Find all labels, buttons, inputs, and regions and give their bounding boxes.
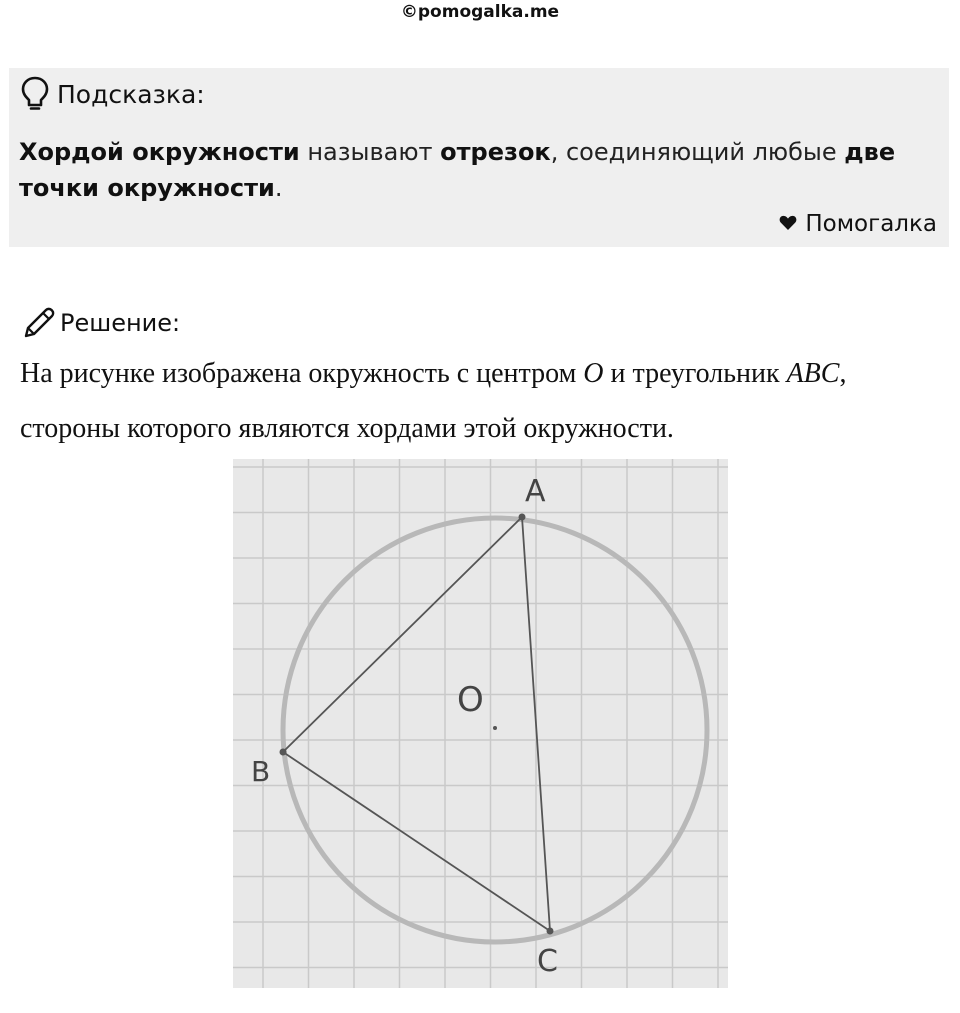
math-triangle-abc: ABC	[786, 358, 840, 389]
point-c	[547, 928, 554, 935]
paper-background	[233, 459, 728, 988]
solution-title: Решение:	[60, 309, 181, 337]
solution-text	[20, 346, 940, 456]
hint-header	[21, 76, 205, 112]
solution-text-part: и треугольник	[603, 358, 787, 389]
solution-text-part: , стороны которого являются хордами этой окружности.	[20, 358, 847, 444]
hint-term-points: две точки окружности	[19, 138, 896, 202]
lightbulb-icon	[21, 76, 49, 112]
hint-term-chord: Хордой окружности	[19, 138, 300, 166]
hint-term-segment: отрезок	[440, 138, 551, 166]
hint-title: Подсказка:	[57, 79, 205, 109]
label-o: O	[457, 680, 484, 720]
hint-brand	[779, 211, 937, 237]
figure-svg	[233, 459, 728, 988]
hint-text-part: называют	[299, 138, 441, 166]
math-center-o: O	[583, 358, 604, 389]
solution-header	[22, 306, 180, 340]
label-a: A	[525, 474, 546, 509]
hint-text-part: .	[274, 174, 283, 202]
label-b: B	[251, 755, 271, 788]
geometry-figure	[233, 459, 728, 988]
point-a	[519, 514, 526, 521]
brand-label: Помогалка	[805, 211, 937, 237]
pencil-icon	[22, 306, 56, 340]
hint-box	[9, 68, 949, 247]
point-o	[493, 726, 497, 730]
watermark: ©pomogalka.me	[400, 2, 560, 22]
heart-icon	[779, 211, 797, 237]
point-b	[280, 749, 287, 756]
label-c: C	[537, 944, 558, 979]
solution-text-part: На рисунке изображена окружность с центром	[20, 358, 584, 389]
hint-text	[19, 134, 919, 206]
hint-text-part: , соединяющий любые	[550, 138, 845, 166]
